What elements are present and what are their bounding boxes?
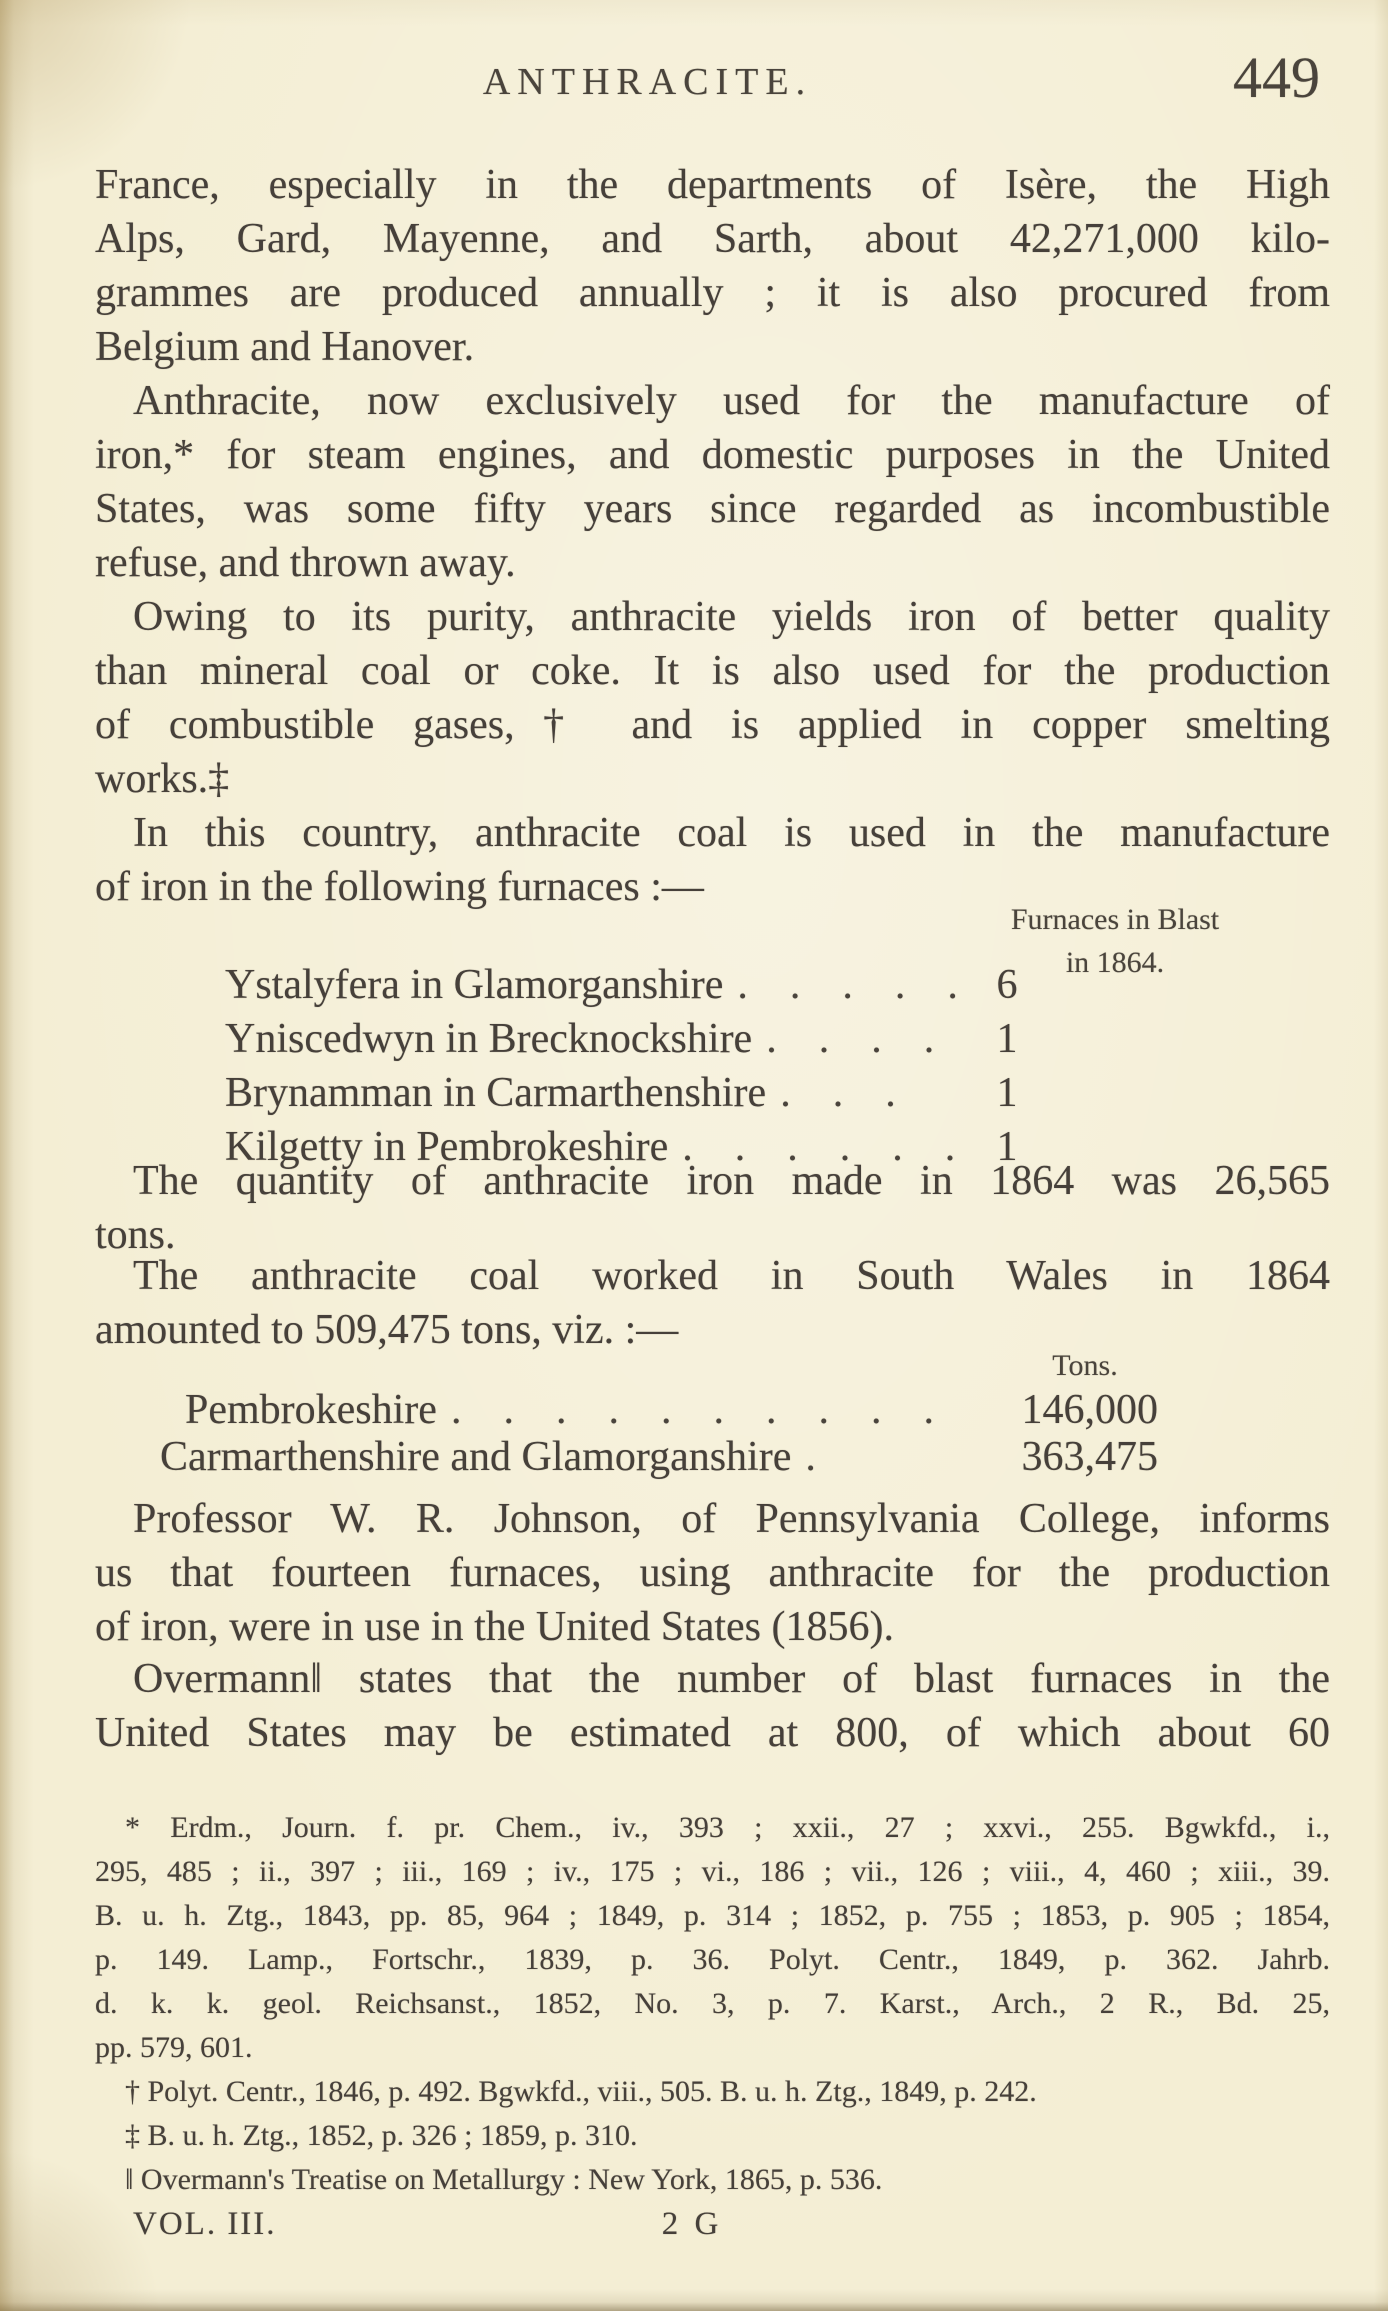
column-header-line: in 1864.	[1065, 946, 1165, 979]
running-head	[95, 45, 1330, 112]
leader-dots: . . . .	[766, 1016, 935, 1062]
row-value: 363,475	[1021, 1434, 1158, 1480]
volume-label: VOL. III.	[133, 2206, 277, 2242]
page-body	[95, 158, 1330, 2246]
footnote	[95, 1806, 1330, 2070]
footnote-line: * Erdm., Journ. f. pr. Chem., iv., 393 ; xxii., 27 ; xxvi., 255. Bgwkfd., i.,	[125, 1811, 1330, 1844]
row-value: 1	[996, 1124, 1018, 1170]
paragraph-p8	[95, 1652, 1330, 1760]
text-line: France, especially in the departments of Isère, the High	[95, 162, 1330, 208]
column-header-line: Furnaces in Blast	[1010, 903, 1220, 936]
footnote-line: ‡ B. u. h. Ztg., 1852, p. 326 ; 1859, p. 310.	[125, 2119, 638, 2152]
footnote	[95, 2070, 1330, 2114]
column-header-tons-header	[920, 1344, 1250, 1387]
row-value: 1	[996, 1070, 1018, 1116]
text-line: of iron, were in use in the United States (1856).	[95, 1604, 894, 1650]
page-footer	[95, 2202, 1330, 2246]
row-label: Carmarthenshire and Glamorganshire	[160, 1434, 792, 1480]
footnote-line: † Polyt. Centr., 1846, p. 492. Bgwkfd., viii., 505. B. u. h. Ztg., 1849, p. 242.	[125, 2075, 1037, 2108]
page-number: 449	[1233, 45, 1320, 110]
paragraph-p2	[95, 374, 1330, 590]
furnaces-table	[95, 958, 1330, 1174]
footnote	[95, 2158, 1330, 2202]
text-line: Overmann‖ states that the number of blast furnaces in the	[133, 1656, 1330, 1702]
text-line: In this country, anthracite coal is used in the manufacture	[133, 810, 1330, 856]
text-line: The anthracite coal worked in South Wales in 1864	[133, 1253, 1330, 1299]
table-row	[95, 1387, 1330, 1434]
leader-dots: . . . . .	[737, 962, 958, 1008]
leader-dots: . . . . . .	[682, 1124, 956, 1170]
text-line: amounted to 509,475 tons, viz. :—	[95, 1307, 679, 1353]
text-line: Owing to its purity, anthracite yields iron of better quality	[133, 594, 1330, 640]
footnote-line: 295, 485 ; ii., 397 ; iii., 169 ; iv., 175 ; vi., 186 ; vii., 126 ; viii., 4, 460 ; xiii., 39.	[95, 1855, 1330, 1888]
paragraph-p3	[95, 590, 1330, 806]
footnote	[95, 2114, 1330, 2158]
row-value: 6	[996, 962, 1018, 1008]
signature-mark: 2 G	[661, 2206, 723, 2242]
row-label: Kilgetty in Pembrokeshire	[225, 1124, 669, 1170]
row-label: Yniscedwyn in Brecknockshire	[225, 1016, 753, 1062]
leader-dots: . . . . . . . . . .	[450, 1387, 934, 1433]
table-row	[95, 1434, 1330, 1481]
text-line: Alps, Gard, Mayenne, and Sarth, about 42,271,000 kilo-	[95, 216, 1330, 262]
footnotes	[95, 1806, 1330, 2202]
text-line: of combustible gases,† and is applied in copper smelting	[95, 702, 1330, 748]
footnote-line: ‖ Overmann's Treatise on Metallurgy : New York, 1865, p. 536.	[125, 2163, 883, 2196]
column-header-line: Tons.	[1052, 1349, 1118, 1382]
table-row	[95, 958, 1330, 1012]
paragraph-p1	[95, 158, 1330, 374]
text-line: of iron in the following furnaces :—	[95, 864, 704, 910]
text-line: United States may be estimated at 800, of which about 60	[95, 1710, 1330, 1756]
text-line: Anthracite, now exclusively used for the manufacture of	[133, 378, 1330, 424]
leader-dots: . . .	[780, 1070, 896, 1116]
row-label: Pembrokeshire	[185, 1387, 437, 1433]
text-line: The quantity of anthracite iron made in 1864 was 26,565	[133, 1158, 1330, 1204]
row-value: 146,000	[1021, 1387, 1158, 1433]
text-line: States, was some fifty years since regarded as incombustible	[95, 486, 1330, 532]
text-line: iron,* for steam engines, and domestic purposes in the United	[95, 432, 1330, 478]
text-line: grammes are produced annually ; it is also procured from	[95, 270, 1330, 316]
row-label: Brynamman in Carmarthenshire	[225, 1070, 767, 1116]
text-line: tons.	[95, 1212, 176, 1258]
row-value: 1	[996, 1016, 1018, 1062]
leader-dots: .	[805, 1434, 816, 1480]
tons-table	[95, 1387, 1330, 1481]
footnote-line: pp. 579, 601.	[95, 2031, 253, 2064]
text-line: us that fourteen furnaces, using anthracite for the production	[95, 1550, 1330, 1596]
text-line: Belgium and Hanover.	[95, 324, 475, 370]
paragraph-p7	[95, 1492, 1330, 1654]
paragraph-p6	[95, 1249, 1330, 1357]
footnote-line: p. 149. Lamp., Fortschr., 1839, p. 36. Polyt. Centr., 1849, p. 362. Jahrb.	[95, 1943, 1330, 1976]
text-line: than mineral coal or coke. It is also used for the production	[95, 648, 1330, 694]
footnote-line: B. u. h. Ztg., 1843, pp. 85, 964 ; 1849, p. 314 ; 1852, p. 755 ; 1853, p. 905 ; 1854,	[95, 1899, 1330, 1932]
text-line: Professor W. R. Johnson, of Pennsylvania College, informs	[133, 1496, 1330, 1542]
footnote-line: d. k. k. geol. Reichsanst., 1852, No. 3, p. 7. Karst., Arch., 2 R., Bd. 25,	[95, 1987, 1330, 2020]
running-title: ANTHRACITE.	[482, 61, 813, 103]
text-line: refuse, and thrown away.	[95, 540, 516, 586]
table-row	[95, 1012, 1330, 1066]
row-label: Ystalyfera in Glamorganshire	[225, 962, 724, 1008]
text-line: works.‡	[95, 756, 230, 802]
table-row	[95, 1066, 1330, 1120]
table-row	[95, 1120, 1330, 1174]
